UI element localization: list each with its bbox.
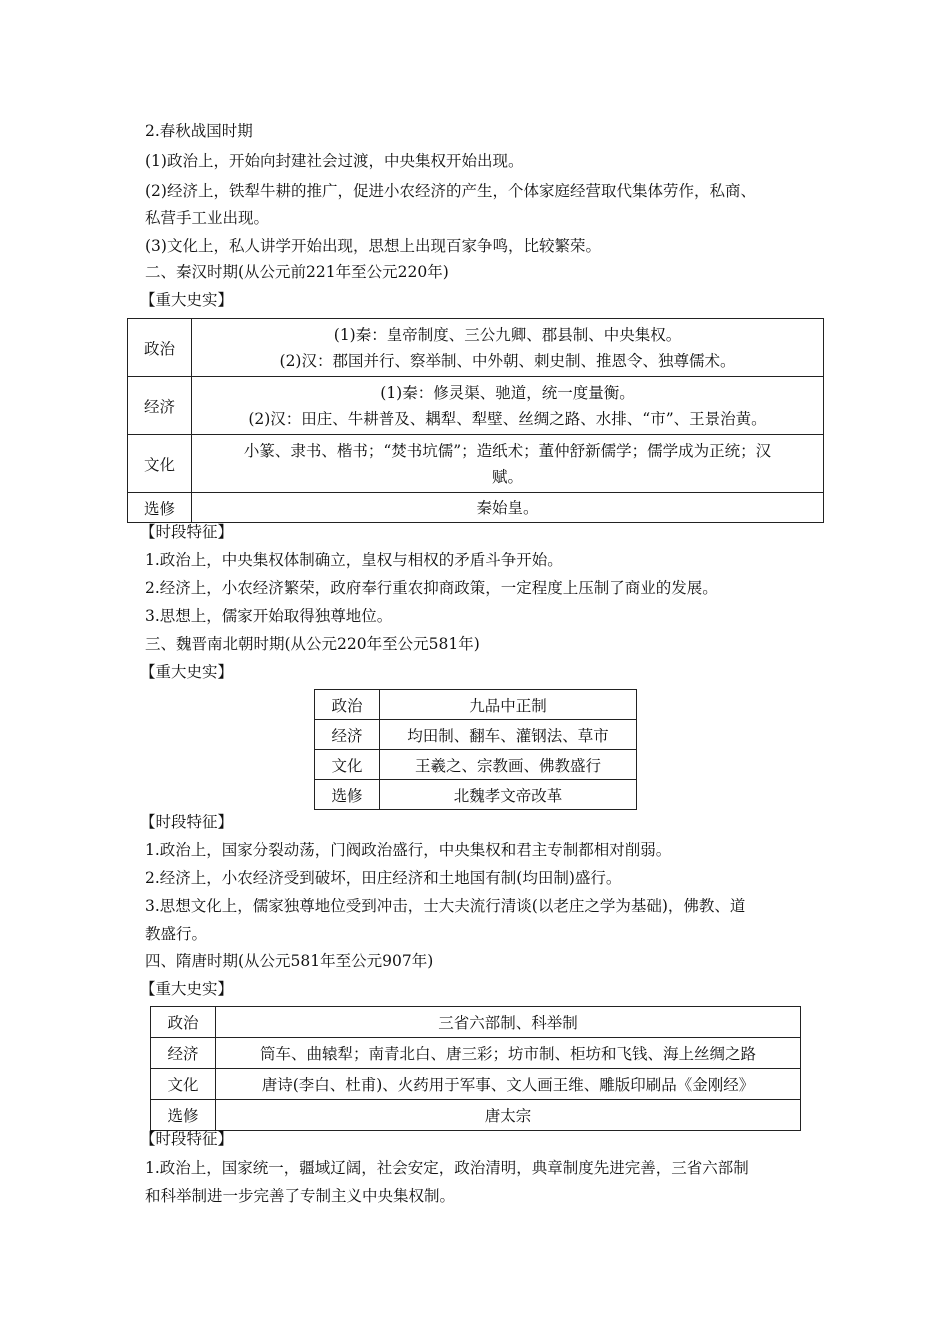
features-label: 【时段特征】 bbox=[140, 523, 234, 541]
section-heading-wei-jin: 三、魏晋南北朝时期(从公元220年至公元581年) bbox=[145, 635, 480, 653]
table-value: 九品中正制 bbox=[380, 690, 637, 720]
cell-text: (2)汉：郡国并行、察举制、中外朝、刺史制、推恩令、独尊儒术。 bbox=[279, 351, 736, 370]
paragraph: (3)文化上，私人讲学开始出现，思想上出现百家争鸣，比较繁荣。 bbox=[145, 237, 601, 255]
paragraph: (2)经济上，铁犁牛耕的推广，促进小农经济的产生，个体家庭经营取代集体劳作，私商、 bbox=[145, 182, 756, 200]
cell-text: 小篆、隶书、楷书；“焚书坑儒”；造纸术；董仲舒新儒学；儒学成为正统；汉 bbox=[243, 441, 772, 460]
cell-text: (1)秦：皇帝制度、三公九卿、郡县制、中央集权。 bbox=[333, 325, 682, 344]
paragraph: 3.思想上，儒家开始取得独尊地位。 bbox=[145, 607, 393, 625]
table-value: 均田制、翻车、灌钢法、草市 bbox=[380, 720, 637, 750]
paragraph: 教盛行。 bbox=[145, 925, 208, 943]
table-value: 唐诗(李白、杜甫)、火药用于军事、文人画王维、雕版印刷品《金刚经》 bbox=[216, 1069, 801, 1100]
paragraph: 私营手工业出现。 bbox=[145, 209, 270, 227]
table-key: 选修 bbox=[128, 493, 192, 523]
table-value: 三省六部制、科举制 bbox=[216, 1007, 801, 1038]
table-key: 经济 bbox=[315, 720, 380, 750]
table-value: 唐太宗 bbox=[216, 1100, 801, 1131]
table-key: 文化 bbox=[315, 750, 380, 780]
table-key: 政治 bbox=[315, 690, 380, 720]
table-value: 王羲之、宗教画、佛教盛行 bbox=[380, 750, 637, 780]
section-heading-spring-autumn: 2.春秋战国时期 bbox=[145, 122, 253, 140]
table-key: 文化 bbox=[128, 435, 192, 493]
wei-jin-facts-table bbox=[314, 689, 637, 810]
table-key: 选修 bbox=[315, 780, 380, 810]
paragraph: 1.政治上，国家分裂动荡，门阀政治盛行，中央集权和君主专制都相对削弱。 bbox=[145, 841, 672, 859]
paragraph: 2.经济上，小农经济受到破坏，田庄经济和土地国有制(均田制)盛行。 bbox=[145, 869, 622, 887]
table-key: 经济 bbox=[128, 377, 192, 435]
paragraph: 1.政治上，中央集权体制确立，皇权与相权的矛盾斗争开始。 bbox=[145, 551, 563, 569]
cell-text: 赋。 bbox=[491, 467, 523, 486]
paragraph: 和科举制进一步完善了专制主义中央集权制。 bbox=[145, 1187, 456, 1205]
table-value: 筒车、曲辕犁；南青北白、唐三彩；坊市制、柜坊和飞钱、海上丝绸之路 bbox=[216, 1038, 801, 1069]
table-value: 秦始皇。 bbox=[192, 493, 824, 523]
facts-label: 【重大史实】 bbox=[140, 663, 234, 681]
features-label: 【时段特征】 bbox=[140, 1130, 234, 1148]
table-key: 经济 bbox=[151, 1038, 216, 1069]
table-value bbox=[192, 377, 824, 435]
cell-text: (1)秦：修灵渠、驰道，统一度量衡。 bbox=[380, 383, 635, 402]
facts-label: 【重大史实】 bbox=[140, 980, 234, 998]
section-heading-qin-han: 二、秦汉时期(从公元前221年至公元220年) bbox=[145, 263, 449, 281]
table-key: 政治 bbox=[151, 1007, 216, 1038]
table-value: 北魏孝文帝改革 bbox=[380, 780, 637, 810]
features-label: 【时段特征】 bbox=[140, 813, 234, 831]
paragraph: (1)政治上，开始向封建社会过渡，中央集权开始出现。 bbox=[145, 152, 524, 170]
table-value bbox=[192, 435, 824, 493]
section-heading-sui-tang: 四、隋唐时期(从公元581年至公元907年) bbox=[145, 952, 434, 970]
table-value bbox=[192, 319, 824, 377]
sui-tang-facts-table bbox=[150, 1006, 801, 1131]
cell-text: (2)汉：田庄、牛耕普及、耦犁、犁壁、丝绸之路、水排、“市”、王景治黄。 bbox=[248, 409, 767, 428]
table-key: 政治 bbox=[128, 319, 192, 377]
table-key: 文化 bbox=[151, 1069, 216, 1100]
paragraph: 1.政治上，国家统一，疆域辽阔，社会安定，政治清明，典章制度先进完善，三省六部制 bbox=[145, 1159, 749, 1177]
paragraph: 2.经济上，小农经济繁荣，政府奉行重农抑商政策，一定程度上压制了商业的发展。 bbox=[145, 579, 718, 597]
qin-han-facts-table bbox=[127, 318, 824, 523]
paragraph: 3.思想文化上，儒家独尊地位受到冲击，士大夫流行清谈(以老庄之学为基础)，佛教、道 bbox=[145, 897, 746, 915]
table-key: 选修 bbox=[151, 1100, 216, 1131]
facts-label: 【重大史实】 bbox=[140, 291, 234, 309]
